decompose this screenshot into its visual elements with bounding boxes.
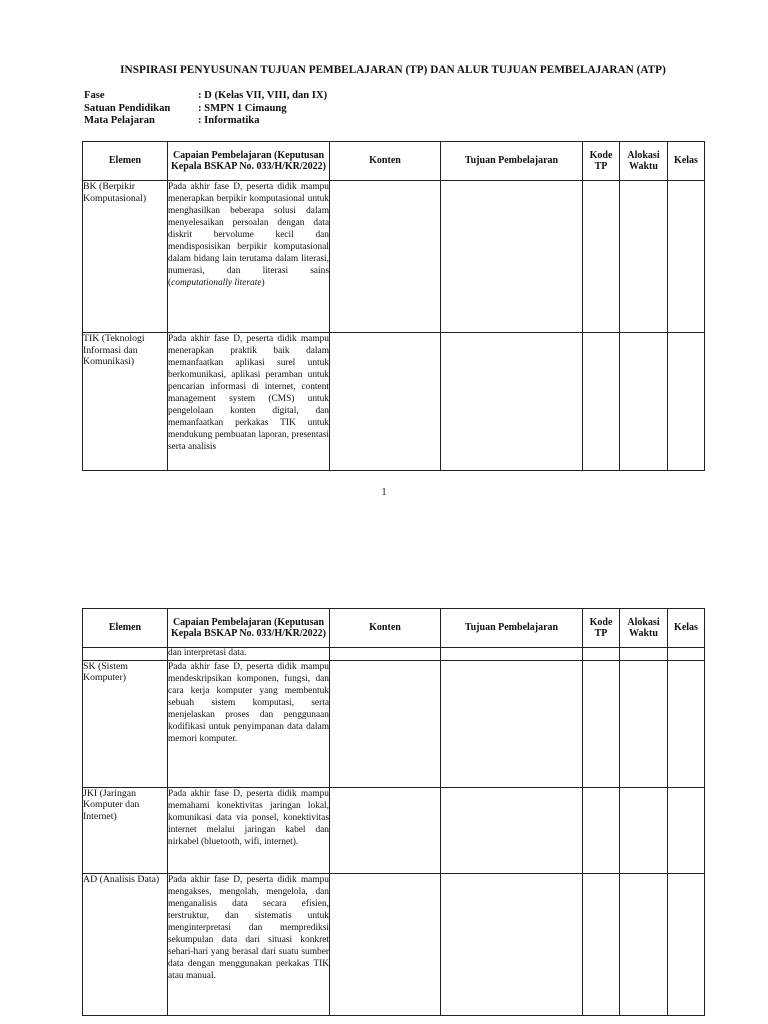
- document-meta: [84, 90, 327, 128]
- header-kelas: Kelas: [668, 142, 705, 181]
- header-kelas: Kelas: [668, 609, 705, 648]
- header-konten: Konten: [330, 142, 441, 181]
- cell-konten[interactable]: [330, 648, 441, 661]
- atp-table-page-1: [82, 141, 705, 471]
- cell-kode[interactable]: [583, 648, 620, 661]
- table-header-row: [83, 609, 705, 648]
- header-konten: Konten: [330, 609, 441, 648]
- cell-tujuan[interactable]: [441, 181, 583, 333]
- cell-konten[interactable]: [330, 787, 441, 873]
- capaian-text: Pada akhir fase D, peserta didik mampu menerapkan berpikir komputasional untuk menghasilkan beberapa solusi dalam menyelesaikan persoalan dengan data diskrit bervolume kecil dan mendisposisikan berpikir komputasional dalam bidang lain terutama dalam literasi, numerasi, dan literasi sains (: [168, 182, 329, 289]
- cell-kode[interactable]: [583, 660, 620, 787]
- cell-elemen: JKI (Jaringan Komputer dan Internet): [83, 787, 168, 873]
- header-kode: Kode TP: [583, 142, 620, 181]
- cell-elemen: SK (Sistem Komputer): [83, 660, 168, 787]
- meta-row-satuan: [84, 103, 327, 116]
- cell-kelas[interactable]: [668, 648, 705, 661]
- cell-tujuan[interactable]: [441, 873, 583, 1015]
- cell-elemen: [83, 648, 168, 661]
- capaian-end: ): [261, 278, 265, 289]
- cell-tujuan[interactable]: [441, 648, 583, 661]
- meta-row-fase: [84, 90, 327, 103]
- header-tujuan: Tujuan Pembelajaran: [441, 609, 583, 648]
- cell-tujuan[interactable]: [441, 333, 583, 471]
- meta-label: Fase: [84, 90, 105, 101]
- header-tujuan: Tujuan Pembelajaran: [441, 142, 583, 181]
- cell-alokasi[interactable]: [620, 648, 668, 661]
- header-kode: Kode TP: [583, 609, 620, 648]
- header-alokasi: Alokasi Waktu: [620, 609, 668, 648]
- meta-value: : SMPN 1 Cimaung: [198, 102, 287, 114]
- cell-kelas[interactable]: [668, 787, 705, 873]
- meta-label: Satuan Pendidikan: [84, 102, 171, 114]
- cell-kode[interactable]: [583, 181, 620, 333]
- cell-kode[interactable]: [583, 787, 620, 873]
- capaian-text: Pada akhir fase D, peserta didik mampu menerapkan praktik baik dalam memanfaatkan aplikasi surel untuk berkomunikasi, aplikasi peramban untuk pencarian informasi di internet, content management system (CMS) untuk pengelolaan konten digital, dan memanfaatkan perkakas TIK untuk mendukung pembuatan laporan, presentasi serta analisis: [168, 334, 329, 453]
- cell-konten[interactable]: [330, 333, 441, 471]
- document-title: INSPIRASI PENYUSUNAN TUJUAN PEMBELAJARAN (TP) DAN ALUR TUJUAN PEMBELAJARAN (ATP): [120, 64, 666, 76]
- meta-value: : Informatika: [198, 115, 260, 127]
- meta-label: Mata Pelajaran: [84, 115, 155, 127]
- cell-kelas[interactable]: [668, 873, 705, 1015]
- cell-alokasi[interactable]: [620, 333, 668, 471]
- table-row: [83, 787, 705, 873]
- cell-capaian: [168, 181, 330, 333]
- cell-capaian: Pada akhir fase D, peserta didik mampu mengakses, mengolah, mengelola, dan menganalisis data secara efisien, terstruktur, dan sistematis untuk menginterpretasi dan memprediksi sekumpulan data dari situasi konkret sehari-hari yang berasal dari suatu sumber data dengan menggunakan perkakas TIK atau manual.: [168, 873, 330, 1015]
- cell-kelas[interactable]: [668, 660, 705, 787]
- cell-alokasi[interactable]: [620, 787, 668, 873]
- cell-kode[interactable]: [583, 873, 620, 1015]
- table-row-continuation: [83, 648, 705, 661]
- cell-elemen: BK (Berpikir Komputasional): [83, 181, 168, 333]
- table-row: [83, 660, 705, 787]
- page-gap: [0, 525, 768, 595]
- header-alokasi: Alokasi Waktu: [620, 142, 668, 181]
- meta-value: : D (Kelas VII, VIII, dan IX): [198, 90, 328, 101]
- table-row: [83, 181, 705, 333]
- cell-alokasi[interactable]: [620, 660, 668, 787]
- cell-capaian-continuation: dan interpretasi data.: [168, 648, 330, 661]
- cell-alokasi[interactable]: [620, 873, 668, 1015]
- cell-alokasi[interactable]: [620, 181, 668, 333]
- cell-kelas[interactable]: [668, 333, 705, 471]
- table-header-row: [83, 142, 705, 181]
- cell-elemen: AD (Analisis Data): [83, 873, 168, 1015]
- table-row: [83, 333, 705, 471]
- table-row: [83, 873, 705, 1015]
- header-capaian: Capaian Pembelajaran (Keputusan Kepala BSKAP No. 033/H/KR/2022): [168, 142, 330, 181]
- capaian-clip: [168, 333, 329, 469]
- header-capaian: Capaian Pembelajaran (Keputusan Kepala BSKAP No. 033/H/KR/2022): [168, 609, 330, 648]
- cell-capaian: Pada akhir fase D, peserta didik mampu mendeskripsikan komponen, fungsi, dan cara kerja komputer yang membentuk sebuah sistem komputasi, serta menjelaskan proses dan penggunaan kodifikasi untuk penyimpanan data dalam memori komputer.: [168, 660, 330, 787]
- cell-capaian: [168, 333, 330, 471]
- cell-capaian: Pada akhir fase D, peserta didik mampu memahami konektivitas jaringan lokal, komunikasi data via ponsel, konektivitas internet melalui jaringan kabel dan nirkabel (bluetooth, wifi, internet).: [168, 787, 330, 873]
- atp-table-page-2: [82, 608, 705, 1016]
- capaian-italic: computationally literate: [171, 278, 262, 289]
- cell-elemen: TIK (Teknologi Informasi dan Komunikasi): [83, 333, 168, 471]
- cell-tujuan[interactable]: [441, 660, 583, 787]
- header-elemen: Elemen: [83, 609, 168, 648]
- cell-kode[interactable]: [583, 333, 620, 471]
- header-elemen: Elemen: [83, 142, 168, 181]
- cell-kelas[interactable]: [668, 181, 705, 333]
- page-number: 1: [381, 487, 387, 498]
- cell-konten[interactable]: [330, 873, 441, 1015]
- meta-row-mapel: [84, 115, 327, 128]
- cell-konten[interactable]: [330, 181, 441, 333]
- cell-tujuan[interactable]: [441, 787, 583, 873]
- cell-konten[interactable]: [330, 660, 441, 787]
